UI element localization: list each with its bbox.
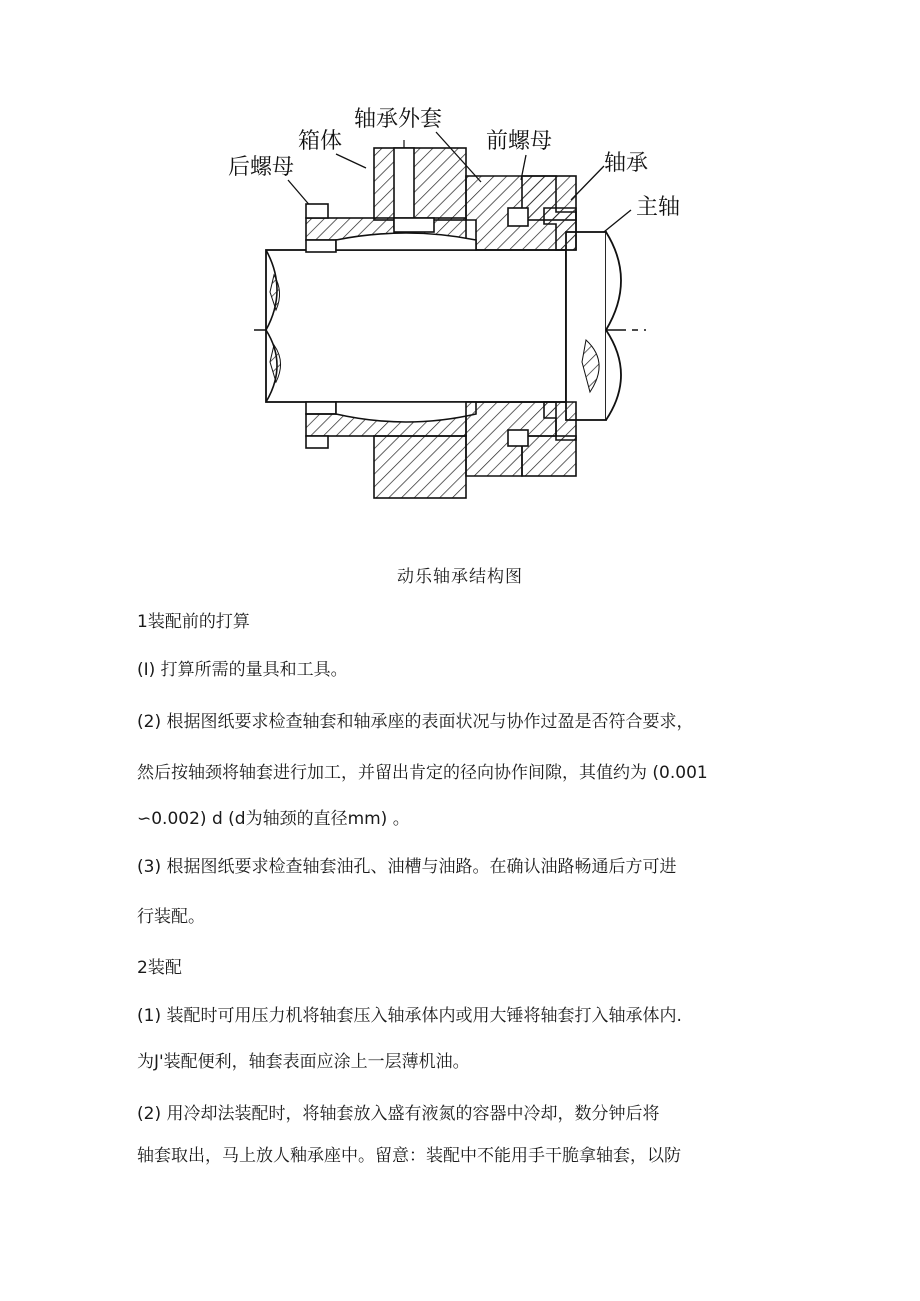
paragraph-3-line-1: (3) 根据图纸要求检查轴套油孔、油槽与油路。在确认油路畅通后方可进	[137, 857, 677, 877]
section-heading-assembly: 2装配	[137, 958, 182, 978]
paragraph-5-line-1: (2) 用冷却法装配时，将轴套放入盛有液氮的容器中冷却，数分钟后将	[137, 1104, 660, 1124]
paragraph-2-line-2: 然后按轴颈将轴套进行加工，并留出肯定的径向协作间隙，其值约为 (0.001	[137, 763, 708, 783]
paragraph-2-line-3: ∽0.002) d (d为轴颈的直径mm) 。	[137, 809, 410, 829]
paragraph-5-line-2: 轴套取出，马上放人釉承座中。留意：装配中不能用手干脆拿轴套，以防	[137, 1146, 681, 1166]
section-heading-prep: 1装配前的打算	[137, 612, 250, 632]
paragraph-3-line-2: 行装配。	[137, 907, 205, 927]
figure-caption: 动乐轴承结构图	[397, 567, 523, 587]
bearing-structure-diagram	[226, 100, 696, 510]
label-box: 箱体	[298, 129, 343, 154]
paragraph-1: (I) 打算所需的量具和工具。	[137, 660, 348, 680]
label-bearing: 轴承	[604, 151, 649, 176]
paragraph-4-line-1: (1) 装配时可用压力机将轴套压入轴承体内或用大锤将轴套打入轴承体内.	[137, 1006, 682, 1026]
label-outer-sleeve: 轴承外套	[354, 107, 443, 132]
paragraph-4-line-2: 为J'装配便利，轴套表面应涂上一层薄机油。	[137, 1052, 470, 1072]
label-rear-nut: 后螺母	[228, 155, 295, 180]
label-spindle: 主轴	[636, 195, 681, 220]
paragraph-2-line-1: (2) 根据图纸要求检查轴套和轴承座的表面状况与协作过盈是否符合要求，	[137, 712, 694, 732]
label-front-nut: 前螺母	[486, 129, 553, 154]
